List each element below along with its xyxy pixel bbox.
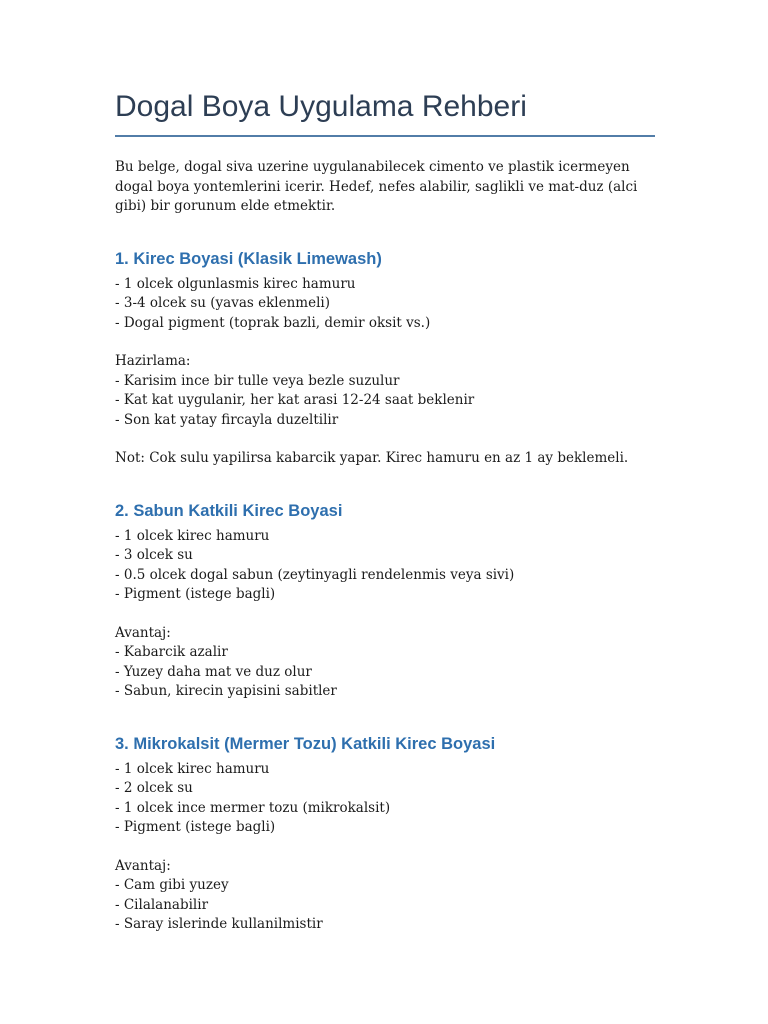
list-item: - Pigment (istege bagli)	[115, 819, 276, 835]
advantages-list	[115, 876, 655, 935]
list-item: - Cam gibi yuzey	[115, 877, 229, 893]
advantages-block	[115, 857, 655, 935]
section-microcalcite-limewash	[115, 733, 655, 935]
list-item: - Kabarcik azalir	[115, 644, 228, 660]
section-heading: 2. Sabun Katkili Kirec Boyasi	[115, 501, 343, 520]
list-item: - Yuzey daha mat ve duz olur	[115, 663, 312, 680]
list-item: - Cilalanabilir	[115, 896, 209, 913]
list-item: - 0.5 olcek dogal sabun (zeytinyagli rendelenmis veya sivi)	[115, 566, 515, 583]
preparation-list	[115, 372, 655, 431]
sub-label: Avantaj:	[115, 857, 171, 874]
preparation-block	[115, 352, 655, 430]
list-item: - Son kat yatay fircayla duzeltilir	[115, 411, 339, 428]
list-item: - 1 olcek kirec hamuru	[115, 760, 270, 777]
list-item: - 3-4 olcek su (yavas eklenmeli)	[115, 295, 330, 311]
advantages-block	[115, 624, 655, 702]
list-item: - Sabun, kirecin yapisini sabitler	[115, 683, 337, 699]
section-limewash	[115, 248, 655, 469]
sub-label: Avantaj:	[115, 624, 171, 641]
list-item: - 2 olcek su	[115, 780, 193, 796]
intro-paragraph: Bu belge, dogal siva uzerine uygulanabilecek cimento ve plastik icermeyen dogal boya yontemlerini icerir. Hedef, nefes alabilir, saglikli ve mat-duz (alci gibi) bir gorunum elde etmektir.	[115, 159, 638, 214]
list-item: - 3 olcek su	[115, 547, 193, 563]
advantages-list	[115, 643, 655, 702]
section-heading: 3. Mikrokalsit (Mermer Tozu) Katkili Kirec Boyasi	[115, 734, 496, 753]
list-item: - Pigment (istege bagli)	[115, 586, 276, 602]
list-item: - Kat kat uygulanir, her kat arasi 12-24 saat beklenir	[115, 392, 475, 408]
list-item: - 1 olcek olgunlasmis kirec hamuru	[115, 275, 356, 292]
section-soap-limewash	[115, 500, 655, 702]
list-item: - 1 olcek ince mermer tozu (mikrokalsit)	[115, 799, 391, 816]
list-item: - Saray islerinde kullanilmistir	[115, 916, 323, 932]
list-item: - Karisim ince bir tulle veya bezle suzulur	[115, 372, 400, 389]
ingredient-list	[115, 275, 655, 334]
section-heading: 1. Kirec Boyasi (Klasik Limewash)	[115, 249, 382, 268]
ingredient-list	[115, 527, 655, 605]
sub-label: Hazirlama:	[115, 353, 191, 369]
note-text: Not: Cok sulu yapilirsa kabarcik yapar. Kirec hamuru en az 1 ay beklemeli.	[115, 450, 629, 466]
page-title: Dogal Boya Uygulama Rehberi	[115, 88, 655, 137]
list-item: - 1 olcek kirec hamuru	[115, 527, 270, 544]
ingredient-list	[115, 760, 655, 838]
list-item: - Dogal pigment (toprak bazli, demir oksit vs.)	[115, 314, 431, 331]
